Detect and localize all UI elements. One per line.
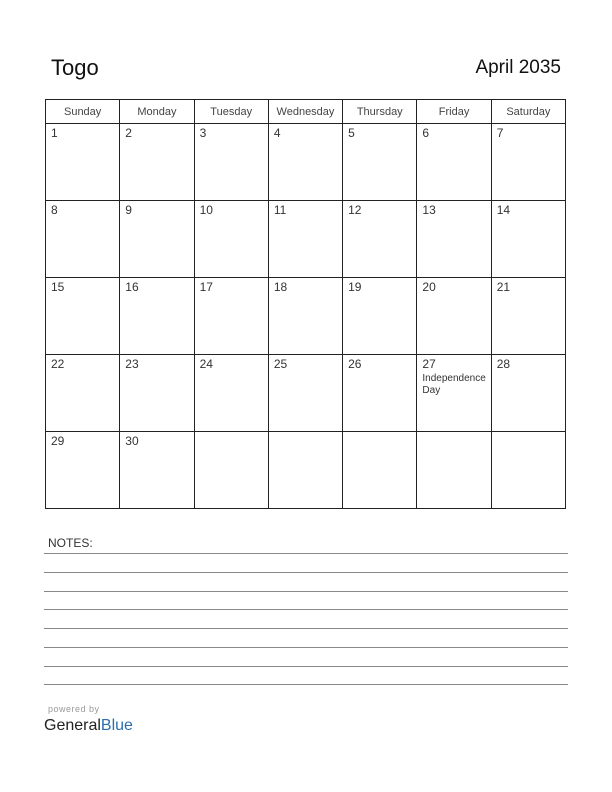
note-line [44,609,568,610]
day-cell [491,278,565,355]
day-cell [120,432,194,509]
day-cell [268,201,342,278]
day-cell [268,278,342,355]
note-line [44,572,568,573]
weekday-tuesday: Tuesday [194,100,268,124]
note-line [44,628,568,629]
day-cell [46,201,120,278]
day-number: 16 [125,280,139,294]
day-number: 4 [273,126,281,140]
day-cell [46,124,120,201]
brand-general: General [44,717,101,734]
week-row [46,355,566,432]
note-line [44,553,568,554]
day-number: 3 [199,126,207,140]
day-cell [343,124,417,201]
day-cell [417,355,491,432]
day-number: 2 [125,126,132,140]
day-cell [343,355,417,432]
country-title: Togo [51,55,99,80]
week-row [46,432,566,509]
week-row [46,201,566,278]
note-line [44,666,568,667]
day-cell [417,432,491,509]
day-number: 20 [422,280,436,294]
day-cell [491,124,565,201]
weekday-header-row [46,100,566,124]
day-cell [268,124,342,201]
day-cell [194,432,268,509]
day-cell [194,355,268,432]
weekday-friday: Friday [417,100,491,124]
day-cell [194,278,268,355]
day-number: 29 [51,434,65,448]
day-cell [343,201,417,278]
day-cell [491,355,565,432]
day-number: 5 [348,126,355,140]
day-number: 22 [51,357,65,371]
day-number: 24 [199,357,213,371]
weekday-thursday: Thursday [343,100,417,124]
day-number: 1 [51,126,58,140]
day-cell [120,355,194,432]
note-line [44,647,568,648]
day-cell [343,278,417,355]
day-cell [194,201,268,278]
day-number: 19 [348,280,362,294]
day-number: 11 [273,203,287,217]
day-cell [268,355,342,432]
day-number: 6 [422,126,430,140]
weekday-sunday: Sunday [46,100,120,124]
day-cell [491,201,565,278]
day-number: 18 [273,280,288,294]
holiday-label: Independence Day [422,373,486,396]
day-number: 17 [199,280,213,294]
day-cell [120,278,194,355]
month-year-title: April 2035 [475,57,561,78]
day-cell [268,432,342,509]
day-number: 30 [125,434,139,448]
generalblue-logo [44,717,133,735]
day-number: 13 [422,203,436,217]
day-number: 9 [125,203,132,217]
note-line [44,591,568,592]
week-row [46,278,566,355]
weekday-monday: Monday [120,100,194,124]
day-number: 21 [496,280,511,294]
day-number: 15 [51,280,65,294]
notes-label: NOTES: [48,536,93,550]
day-number: 12 [348,203,362,217]
weekday-saturday: Saturday [491,100,565,124]
day-number: 23 [125,357,139,371]
day-cell [194,124,268,201]
day-cell [417,124,491,201]
day-cell [417,201,491,278]
day-cell [46,355,120,432]
day-number: 7 [496,126,504,140]
day-cell [46,278,120,355]
day-cell [46,432,120,509]
calendar-grid [45,99,566,509]
day-cell [343,432,417,509]
day-number: 26 [348,357,362,371]
note-line [44,684,568,685]
day-cell [491,432,565,509]
day-number: 28 [496,357,511,371]
day-number: 8 [51,203,58,217]
day-number: 25 [273,357,288,371]
day-cell [417,278,491,355]
day-cell [120,201,194,278]
day-number: 10 [199,203,213,217]
powered-by-text: powered by [48,704,100,714]
brand-blue: Blue [100,717,133,734]
day-number: 14 [496,203,511,217]
week-row [46,124,566,201]
day-cell [120,124,194,201]
weekday-wednesday: Wednesday [268,100,342,124]
day-number: 27 [422,357,436,371]
